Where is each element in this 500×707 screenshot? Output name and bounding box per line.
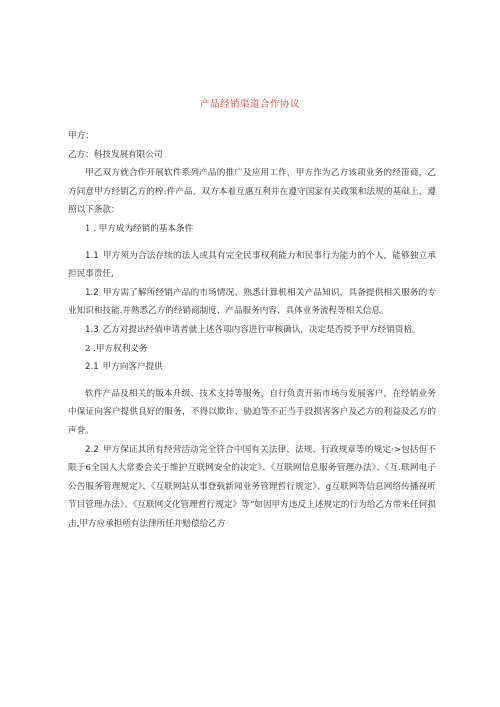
clause-2-1-text: 甲方向客户提供: [102, 362, 163, 373]
document-body: [68, 127, 436, 533]
clause-2-1-body: 软件产品及相关的版本升级、技术支持等服务，自行负责开拓市场与发展客户，在经销业务中保证向客户提供良好的服务，不得以欺诈、胁迫等不正当手段损害客户及乙方的利益及乙方的声誉。: [68, 388, 436, 436]
clause-1-3-number: 1.3: [85, 324, 99, 335]
clause-1-1-number: 1.1: [85, 250, 99, 261]
clause-1-2: [68, 284, 436, 321]
clause-2-2: [68, 441, 436, 534]
intro-paragraph: 甲乙双方就合作开展软件系列产品的推广及应用工作，甲方作为乙方该项业务的经笛商，乙方同意甲方经销乙方的榨:件产品，双方本着互惠互利并在遵守国家有关政策和法规的基础上，遵照以下条款：: [68, 168, 436, 216]
section-1-heading: 1 . 甲方成为经销的基本条件: [85, 223, 194, 234]
clause-1-3: [68, 321, 436, 340]
party-a-line: 甲方：: [68, 131, 94, 141]
clause-1-3-text: 乙方对提出经倘申请者就上述各项内容进行审核确认，决定是否授予甲方经销资格。: [102, 324, 421, 335]
clause-2-1-number: 2.1: [85, 362, 99, 373]
clause-1-1: [68, 247, 436, 284]
party-b-line: 乙方：科技发展有限公司: [68, 149, 163, 160]
document-title: 产品经销渠道合作协议: [199, 99, 300, 110]
section-2-heading: 2 .甲方权利义务: [85, 343, 148, 354]
clause-2-2-text: 甲方保证其所有经营活动完全符合中国有关法律、法规、行政规章等的规定·>包括但不限于6全国人大常委会关于维护互联网安全的决定》、《互联网信息服务管理办法》、《互.联网电子公告服务管理规定》、《互联网站从事登载新闻业务管理哲行规定》、g互联网等信息网络传播视听节目管理办法》、《互联网文化管理哲行规定》等“如因甲方违反上述规定的行为给乙方带来任何损击,甲方应承担所有法律所任并赔偿给乙方: [68, 444, 436, 529]
clause-2-2-number: 2.2: [85, 444, 99, 455]
clause-1-2-number: 1.2: [85, 287, 99, 298]
clause-1-1-text: 甲方须为合法存续的法人或具有完全民事权利能力和民事行为能力的个人，能够独立承担民事责任,: [68, 250, 436, 280]
clause-1-2-text: 甲方需了解所经销产品的市场情况、熟悉计算机相关产品知识，具备提供相关服务的专业知识和技能.并熟悉乙方的经销商制度、产品服务内容、具体业务流程等相关信息。: [68, 287, 436, 317]
clause-2-1: [68, 358, 436, 377]
